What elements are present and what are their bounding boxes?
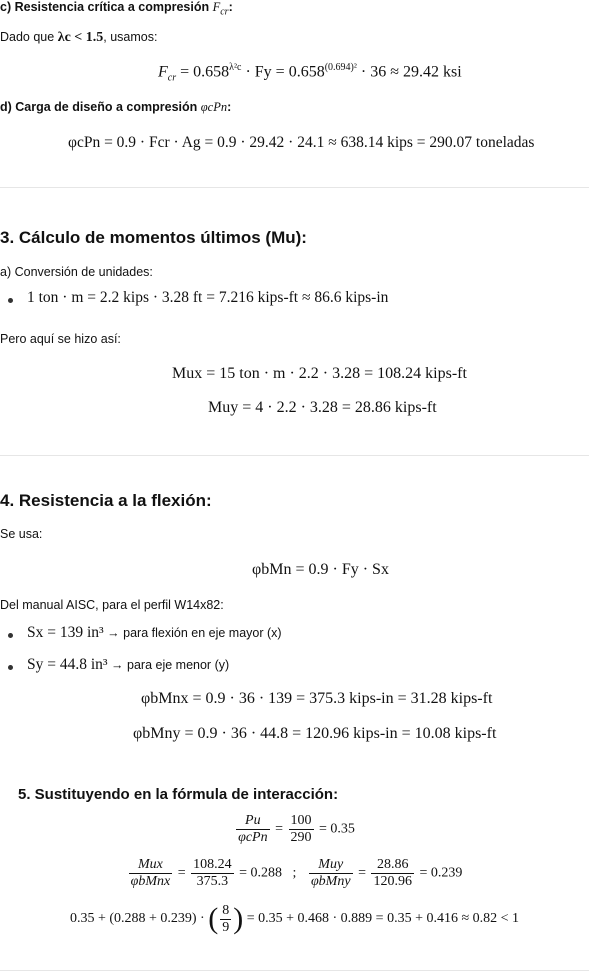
equation-fcr <box>158 62 462 84</box>
final-pre: 0.35 + (0.288 + 0.239) · <box>69 911 205 927</box>
final-post: = 0.35 + 0.468 · 0.889 = 0.35 + 0.416 ≈ 0.82 < 1 <box>246 911 520 927</box>
frac-separator: ; <box>292 865 297 881</box>
heading-c-text: c) Resistencia crítica a compresión <box>0 0 213 14</box>
frac-muy-result: = 0.239 <box>419 865 463 881</box>
dado-que-pre: Dado que <box>0 30 58 44</box>
eq-fcr-exp2: (0.694)² <box>324 62 357 73</box>
bullet-sx-text: → para flexión en eje mayor (x) <box>103 626 282 640</box>
final-num: 8 <box>222 902 230 918</box>
interaction-fraction-moments: $\frac{\text{Mux}}{\text{φbMnx}}$ = $\frac{108.24}{375.3}$ = 0.288 ; $\frac{\text{Muy}}{\text{φbMny}}$ = $\frac{28.86}{120.96}$ = 0.239 <box>130 857 463 889</box>
frac-mux-num: Mux <box>137 857 163 872</box>
divider-3 <box>0 970 589 971</box>
eq-fcr-lhs: F <box>158 63 168 81</box>
heading-c-symbol: F <box>212 0 221 14</box>
frac-mux-values <box>191 857 234 890</box>
eq-fcr-mid: · Fy = 0.658 <box>241 63 325 81</box>
frac-mux-den2: 375.3 <box>196 874 229 889</box>
frac-pu-den: φcPn <box>238 830 268 845</box>
section-5-title: 5. Sustituyendo en la fórmula de interacción: <box>18 786 339 803</box>
eq-fcr-exp1: λ²c <box>229 62 242 73</box>
divider-2 <box>0 455 589 456</box>
bullet-conversion: 1 ton · m = 2.2 kips · 3.28 ft = 7.216 kips-ft ≈ 86.6 kips-in <box>27 289 389 306</box>
equation-phibmny: φbMny = 0.9 · 36 · 44.8 = 120.96 kips-in = 10.08 kips-ft <box>133 725 497 742</box>
interaction-fraction-pu: $\frac{Pu}{\text{φcPn}}$ = $\frac{100}{290}$ = 0.35 <box>238 813 355 845</box>
interaction-final: 0.35 + (0.288 + 0.239) · ( $\frac{8}{9}$ ) = 0.35 + 0.468 · 0.889 = 0.35 + 0.416 ≈ 0.82 < 1 <box>69 902 520 935</box>
bullet-marker-2 <box>8 633 13 638</box>
frac-pu-den2: 290 <box>290 830 312 845</box>
heading-d-symbol: φcPn <box>200 100 228 114</box>
heading-d <box>0 100 231 115</box>
bullet-sy <box>27 656 229 674</box>
dado-que-math: λc < 1.5 <box>57 30 104 45</box>
frac-mux <box>129 857 173 890</box>
final-den: 9 <box>222 919 230 935</box>
dado-que-post: , usamos: <box>103 30 158 44</box>
section-3-title: 3. Cálculo de momentos últimos (Mu): <box>0 228 307 247</box>
equation-mux: Mux = 15 ton · m · 2.2 · 3.28 = 108.24 kips-ft <box>172 365 467 382</box>
eq-fcr-lhs-sub: cr <box>167 72 177 84</box>
heading-c <box>0 0 233 18</box>
frac-eight-ninths <box>220 903 231 936</box>
equation-phibmn: φbMn = 0.9 · Fy · Sx <box>252 561 389 578</box>
frac-pu-num2: 100 <box>290 813 312 828</box>
frac-pu <box>236 813 270 846</box>
heading-c-subscript: cr <box>220 6 229 18</box>
frac-pu-values <box>289 813 314 846</box>
manual-aisc: Del manual AISC, para el perfil W14x82: <box>0 598 224 612</box>
dado-que-line <box>0 30 157 46</box>
bullet-sy-math: Sy = 44.8 in³ <box>27 656 108 673</box>
note-aqui: Pero aquí se hizo así: <box>0 332 121 346</box>
frac-muy-num2: 28.86 <box>371 857 414 874</box>
frac-muy-den2: 120.96 <box>373 874 412 889</box>
divider-1 <box>0 187 589 188</box>
frac-muy <box>309 857 353 890</box>
heading-c-colon: : <box>228 0 233 14</box>
frac-mux-den: φbMnx <box>130 874 171 889</box>
equation-muy: Muy = 4 · 2.2 · 3.28 = 28.86 kips-ft <box>208 399 437 416</box>
frac-muy-num: Muy <box>318 857 344 872</box>
equation-phibmnx: φbMnx = 0.9 · 36 · 139 = 375.3 kips-in = 31.28 kips-ft <box>141 690 493 707</box>
se-usa: Se usa: <box>0 527 43 541</box>
heading-d-colon: : <box>227 100 232 114</box>
bullet-marker-3 <box>8 665 13 670</box>
sub-a-conversion: a) Conversión de unidades: <box>0 265 153 279</box>
frac-mux-num2: 108.24 <box>193 857 232 872</box>
frac-pu-num: Pu <box>245 813 261 828</box>
bullet-sx <box>27 624 282 642</box>
equation-phicpn: φcPn = 0.9 · Fcr · Ag = 0.9 · 29.42 · 24.1 ≈ 638.14 kips = 290.07 toneladas <box>68 134 535 151</box>
bullet-sy-text: → para eje menor (y) <box>107 658 230 672</box>
frac-pu-result: = 0.35 <box>319 821 355 837</box>
eq-fcr-rhs: = 0.658 <box>180 63 230 81</box>
eq-fcr-end: · 36 ≈ 29.42 ksi <box>356 63 462 81</box>
frac-muy-values <box>371 857 414 890</box>
frac-muy-den: φbMny <box>310 874 351 889</box>
heading-d-text: d) Carga de diseño a compresión <box>0 100 201 114</box>
section-4-title: 4. Resistencia a la flexión: <box>0 491 212 510</box>
bullet-sx-math: Sx = 139 in³ <box>27 624 104 641</box>
bullet-marker-1 <box>8 298 13 303</box>
frac-mux-result: = 0.288 <box>239 865 283 881</box>
